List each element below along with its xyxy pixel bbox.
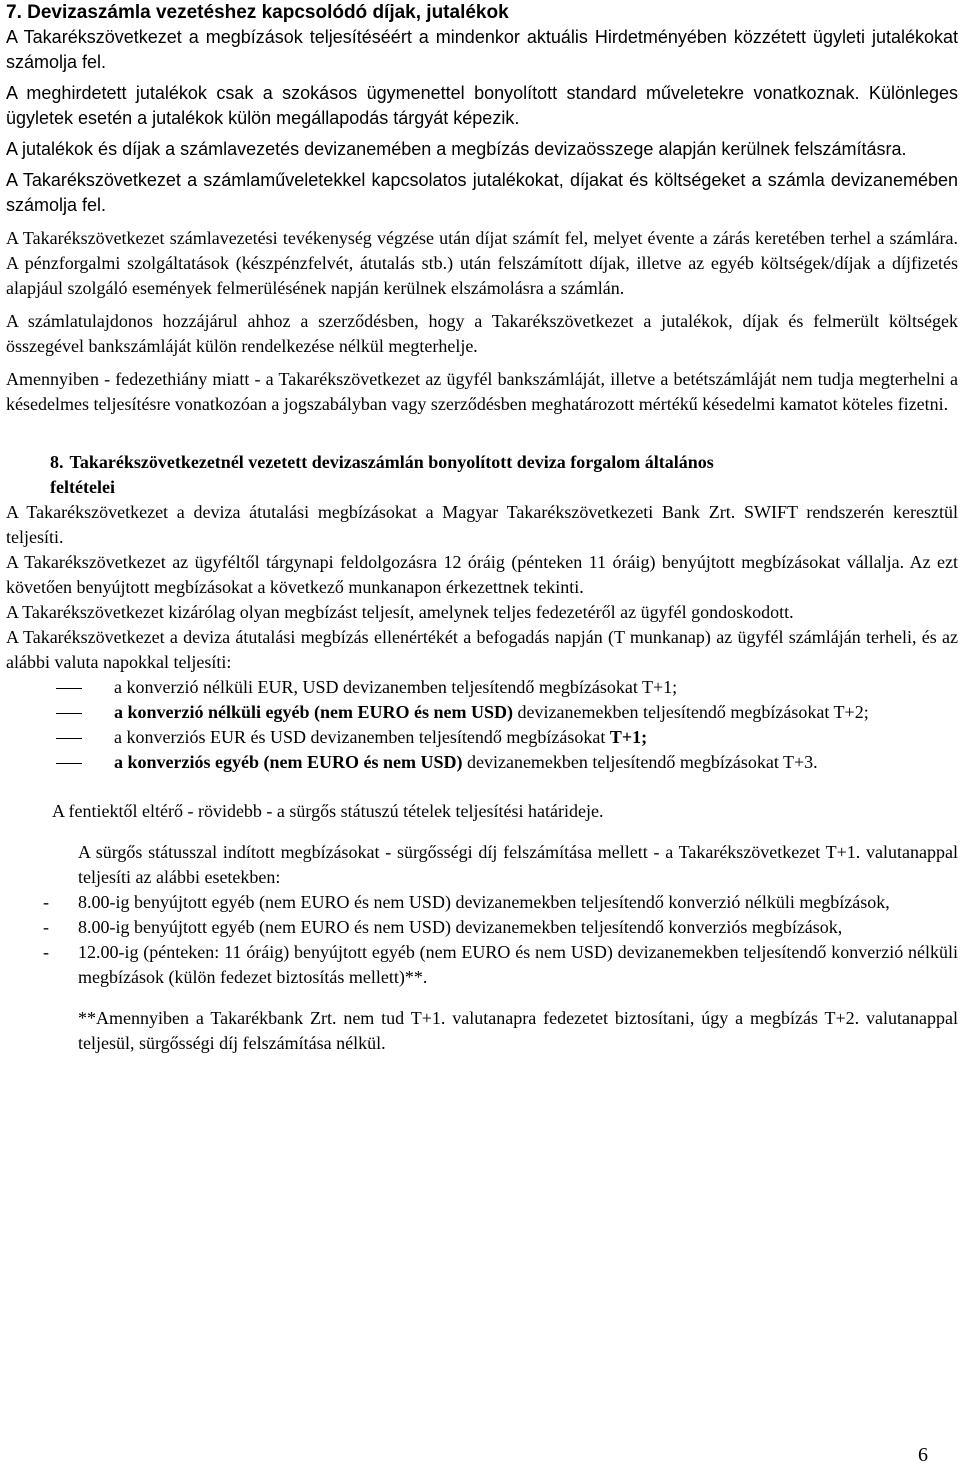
section-7-paragraph-7: Amennyiben - fedezethiány miatt - a Takarékszövetkezet az ügyfél bankszámláját, illetve a betétszámláját nem tudja megterhelni a késedelmes teljesítésre vonatkozóan a jogszabályban vagy szerződésben meghatározott mértékű késedelmi kamatot köteles fizetni. (6, 369, 958, 414)
document-page (6, 0, 958, 1056)
value-date-list (6, 675, 958, 775)
list-item: a konverzió nélküli egyéb (nem EURO és nem USD) devizanemekben teljesítendő megbízásokat T+2; (114, 702, 869, 722)
list-item: - 12.00-ig (pénteken: 11 óráig) benyújtott egyéb (nem EURO és nem USD) devizanemekben teljesítendő konverzió nélküli megbízások (külön fedezet biztosítás mellett)**. (43, 942, 958, 987)
section-8-paragraph-1: A Takarékszövetkezet a deviza átutalási megbízásokat a Magyar Takarékszövetkezeti Bank Zrt. SWIFT rendszerén keresztül teljesíti. (6, 502, 958, 547)
urgent-list (6, 890, 958, 990)
urgent-intro: A sürgős státusszal indított megbízásokat - sürgősségi díj felszámítása mellett - a Takarékszövetkezet T+1. valutanappal teljesíti az alábbi esetekben: (78, 842, 958, 887)
hyphen-bullet-icon: - (43, 892, 49, 912)
section-7-title: 7. Devizaszámla vezetéshez kapcsolódó díjak, jutalékok (6, 2, 509, 23)
urgent-deadline-note: A fentiektől eltérő - rövidebb - a sürgős státuszú tételek teljesítési határideje. (52, 801, 604, 821)
list-item: a konverziós EUR és USD devizanemben teljesítendő megbízásokat T+1; (114, 727, 648, 747)
section-8-title (6, 450, 958, 500)
section-8-title-line-2: feltételei (50, 477, 115, 497)
section-7-paragraph-2: A meghirdetett jutalékok csak a szokásos ügymenettel bonyolított standard műveletekre vonatkoznak. Különleges ügyletek esetén a jutalékok külön megállapodás tárgyát képezik. (6, 83, 958, 128)
section-7-paragraph-3: A jutalékok és díjak a számlavezetés devizanemében a megbízás devizaösszege alapján kerülnek felszámításra. (6, 139, 907, 159)
section-8-title-line-1: Takarékszövetkezetnél vezetett devizaszámlán bonyolított deviza forgalom általános (69, 452, 714, 472)
section-7-paragraph-1: A Takarékszövetkezet a megbízások teljesítéséért a mindenkor aktuális Hirdetményében közzétett ügyleti jutalékokat számolja fel. (6, 27, 958, 72)
section-8-paragraph-3: A Takarékszövetkezet kizárólag olyan megbízást teljesít, amelynek teljes fedezetéről az ügyfél gondoskodott. (6, 602, 794, 622)
page-number: 6 (918, 1444, 928, 1466)
list-item: - 8.00-ig benyújtott egyéb (nem EURO és nem USD) devizanemekben teljesítendő konverziós megbízások, (6, 915, 958, 940)
section-8-paragraph-2: A Takarékszövetkezet az ügyféltől tárgynapi feldolgozásra 12 óráig (pénteken 11 óráig) benyújtott megbízásokat vállalja. Az ezt követően benyújtott megbízásokat a következő munkanapon érkezettnek tekinti. (6, 552, 958, 597)
section-8-number: 8. (50, 452, 64, 472)
hyphen-bullet-icon: - (43, 917, 49, 937)
footnote: **Amennyiben a Takarékbank Zrt. nem tud T+1. valutanapra fedezetet biztosítani, úgy a megbízás T+2. valutanappal teljesül, sürgősségi díj felszámítása nélkül. (78, 1008, 958, 1053)
section-7-paragraph-5: A Takarékszövetkezet számlavezetési tevékenység végzése után díjat számít fel, melyet évente a zárás keretében terhel a számlára. A pénzforgalmi szolgáltatások (készpénzfelvét, átutalás stb.) után felszámított díjak, illetve az egyéb költségek/díjak a díjfizetés alapjául szolgáló események felmerülésének napján kerülnek elszámolásra a számlán. (6, 228, 958, 298)
list-item: a konverziós egyéb (nem EURO és nem USD) devizanemekben teljesítendő megbízásokat T+3. (114, 752, 818, 772)
list-item: a konverzió nélküli EUR, USD devizanemben teljesítendő megbízásokat T+1; (114, 677, 678, 697)
hyphen-bullet-icon: - (43, 942, 49, 962)
list-item: - 8.00-ig benyújtott egyéb (nem EURO és nem USD) devizanemekben teljesítendő konverzió nélküli megbízások, (6, 890, 958, 915)
section-7-paragraph-6: A számlatulajdonos hozzájárul ahhoz a szerződésben, hogy a Takarékszövetkezet a jutalékok, díjak és felmerült költségek összegével bankszámláját külön rendelkezése nélkül megterhelje. (6, 311, 958, 356)
section-7-paragraph-4: A Takarékszövetkezet a számlaműveletekkel kapcsolatos jutalékokat, díjakat és költségeket a számla devizanemében számolja fel. (6, 170, 958, 215)
section-8-paragraph-4: A Takarékszövetkezet a deviza átutalási megbízás ellenértékét a befogadás napján (T munkanap) az ügyfél számláján terheli, és az alábbi valuta napokkal teljesíti: (6, 627, 958, 672)
urgent-block (78, 840, 958, 890)
